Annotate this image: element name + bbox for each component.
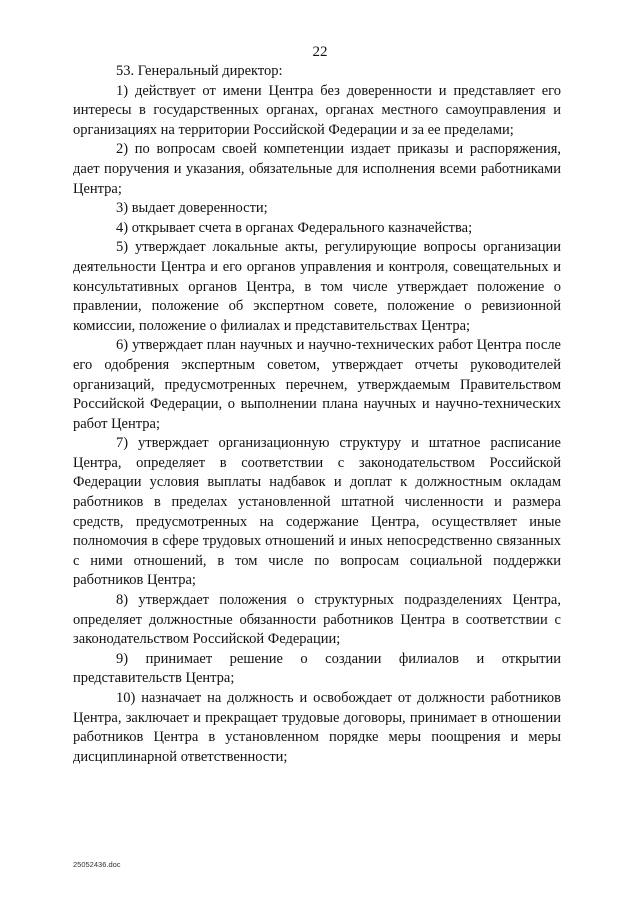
list-item-1: 1) действует от имени Центра без доверенности и представляет его интересы в государственных органах, органах местного самоуправления и организациях на территории Российской Федерации и за ее пределами; [73, 82, 561, 138]
list-item-9: 9) принимает решение о создании филиалов и открытии представительств Центра; [73, 650, 561, 687]
list-item-5: 5) утверждает локальные акты, регулирующие вопросы организации деятельности Центра и его органов управления и контроля, совещательных и консультативных органов Центра, в том числе утверждает положение о правлении, положение об экспертном совете, положение о ревизионной комиссии, положение о филиалах и представительствах Центра; [73, 239, 561, 334]
list-item-3: 3) выдает доверенности; [116, 200, 268, 217]
footer-file-name: 25052436.doc [73, 860, 121, 869]
section-heading: 53. Генеральный директор: [116, 63, 283, 79]
page-number: 22 [312, 44, 328, 60]
list-item-8: 8) утверждает положения о структурных подразделениях Центра, определяет должностные обязанности работников Центра в соответствии с законодательством Российской Федерации; [73, 592, 561, 648]
list-item-4: 4) открывает счета в органах Федерального казначейства; [116, 219, 473, 236]
list-item-7: 7) утверждает организационную структуру и штатное расписание Центра, определяет в соответствии с законодательством Российской Федерации условия выплаты надбавок и доплат к должностным окладам работников в пределах установленной штатной численности и размера средств, предусмотренных на содержание Центра, осуществляет иные полномочия в сфере трудовых отношений и иных непосредственно связанных с ними отношений, в том числе по вопросам социальной поддержки работников Центра; [73, 435, 561, 589]
list-item-10: 10) назначает на должность и освобождает от должности работников Центра, заключает и прекращает трудовые договоры, принимает в отношении работников Центра в установленном порядке меры поощрения и меры дисциплинарной ответственности; [73, 690, 561, 765]
document-body [73, 62, 561, 767]
list-item-6: 6) утверждает план научных и научно-технических работ Центра после его одобрения экспертным советом, утверждает отчеты руководителей организаций, предусмотренных перечнем, утверждаемым Правительством Российской Федерации, о выполнении плана научных и научно-технических работ Центра; [73, 337, 561, 432]
list-item-2: 2) по вопросам своей компетенции издает приказы и распоряжения, дает поручения и указания, обязательные для исполнения всеми работниками Центра; [73, 141, 561, 197]
